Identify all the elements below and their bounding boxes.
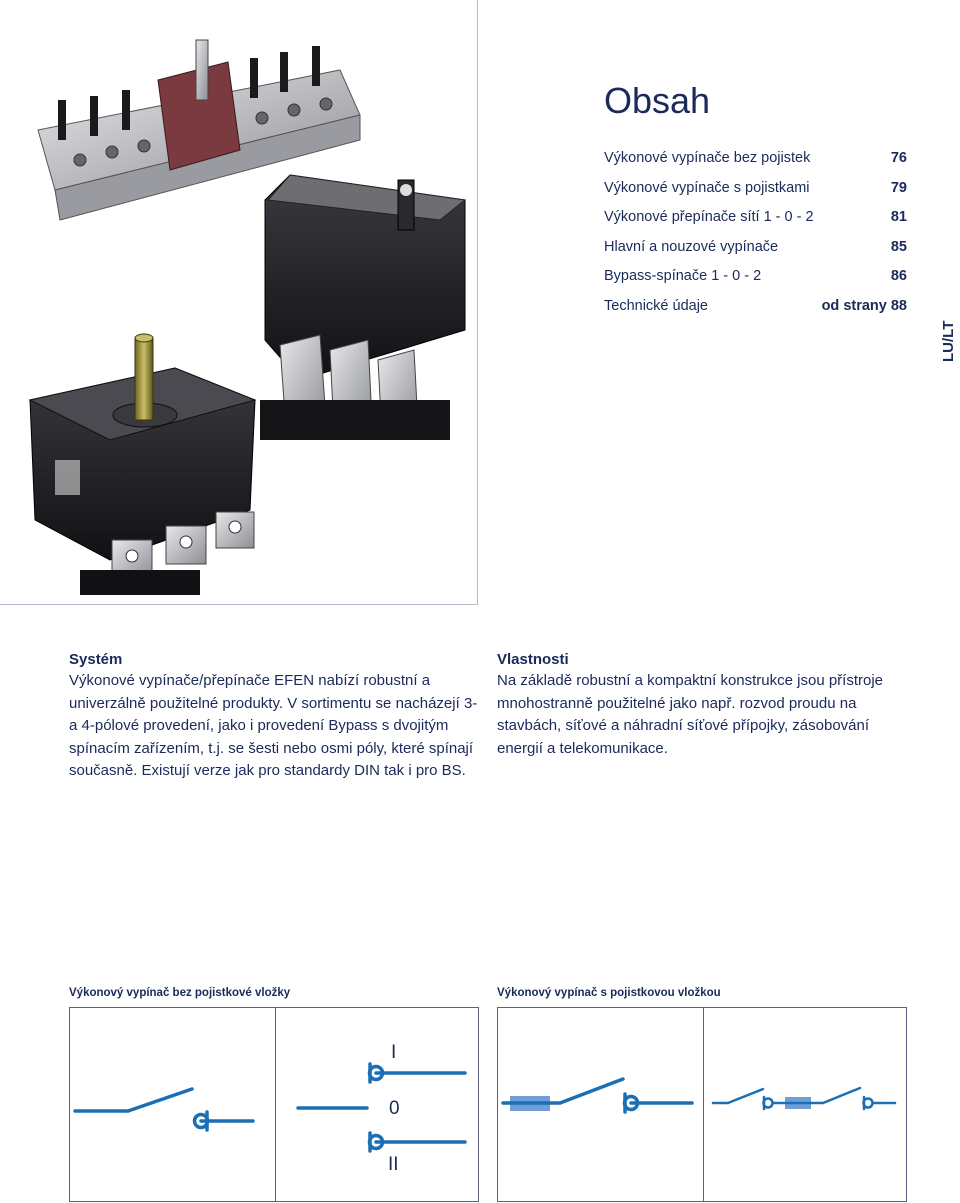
side-tab-label	[940, 277, 957, 362]
properties-section	[497, 650, 907, 760]
toc-item[interactable]	[604, 180, 907, 210]
toc-item-page: 86	[890, 268, 907, 285]
toc-item[interactable]	[604, 268, 907, 298]
product-photo	[0, 0, 478, 605]
toc-item[interactable]	[604, 239, 907, 269]
toc-item-page: od strany 88	[821, 297, 907, 314]
toc-item[interactable]	[604, 298, 907, 328]
system-text: Výkonové vypínače/přepínače EFEN nabízí robustní a univerzálně použitelné produkty. V sortimentu se nacházejí 3- a 4-pólové provedení, jako i provedení Bypass s dvojitým spínacím zařízením, t.j. se šesti nebo osmi póly, které spínají současně. Existují verze jak pro standardy DIN tak i pro BS.	[69, 672, 478, 779]
toc-item-label: Výkonové vypínače s pojistkami	[604, 179, 810, 196]
properties-heading: Vlastnosti	[497, 651, 569, 668]
toc-item-page: 85	[890, 238, 907, 255]
switch-blade	[728, 1089, 763, 1103]
switch-symbols-with-fuse	[498, 1008, 908, 1203]
toc-item-label: Bypass-spínače 1 - 0 - 2	[604, 268, 762, 285]
switch-symbols-without-fuse	[70, 1008, 480, 1203]
switch-blade	[823, 1088, 860, 1103]
switch-blade	[560, 1079, 623, 1103]
properties-text: Na základě robustní a kompaktní konstrukce jsou přístroje mnohostranně použitelné jako např. rozvod proudu na stavbách, síťové a náhradní síťové přípojky, zásobování energií a telekomunikace.	[497, 672, 884, 757]
four-pole-switch-image	[260, 175, 465, 440]
toc-item-page: 81	[890, 209, 907, 226]
product-photo-illustration	[0, 0, 478, 605]
system-section	[69, 650, 479, 783]
right-diagram-caption: Výkonový vypínač s pojistkovou vložkou	[497, 987, 721, 999]
table-of-contents	[604, 150, 907, 328]
toc-title: Obsah	[604, 80, 711, 121]
system-heading: Systém	[69, 651, 123, 668]
side-tab-text: LU/LT	[940, 320, 957, 362]
rotary-switch-image	[30, 334, 255, 595]
diagram-with-fuse	[497, 1007, 907, 1202]
diagram-without-fuse	[69, 1007, 479, 1202]
switch-blade	[128, 1089, 192, 1111]
toc-item-label: Hlavní a nouzové vypínače	[604, 238, 779, 255]
left-diagram-caption: Výkonový vypínač bez pojistkové vložky	[69, 987, 291, 999]
position-label-bottom: II	[388, 1154, 399, 1175]
toc-item-page: 76	[890, 150, 907, 166]
toc-item-page: 79	[890, 179, 907, 196]
toc-item[interactable]	[604, 150, 907, 180]
toc-item-label: Technické údaje	[604, 297, 708, 314]
toc-item[interactable]	[604, 209, 907, 239]
toc-item-label: Výkonové přepínače sítí 1 - 0 - 2	[604, 209, 814, 226]
position-label-top: I	[391, 1042, 397, 1063]
toc-item-label: Výkonové vypínače bez pojistek	[604, 150, 811, 166]
position-label-middle: 0	[389, 1098, 400, 1119]
